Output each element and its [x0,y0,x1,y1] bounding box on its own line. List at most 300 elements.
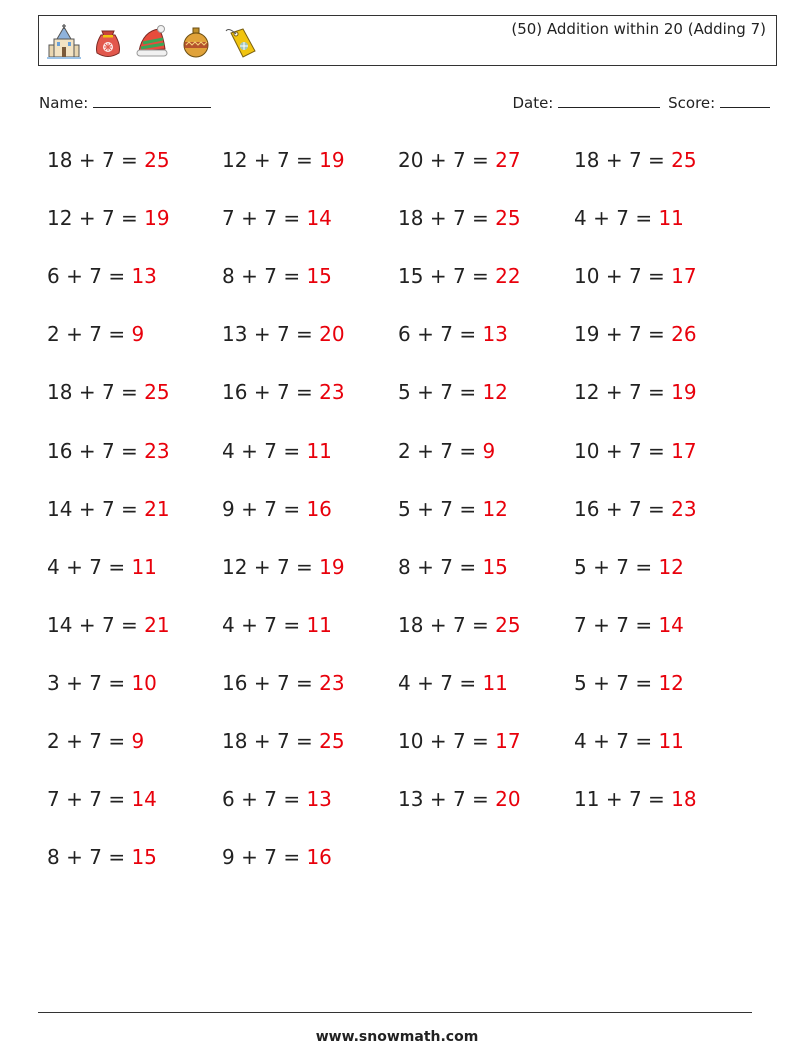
operand-b: 7 [264,496,277,521]
operand-a: 12 [222,554,248,579]
plus-sign: + [241,438,258,463]
operand-b: 7 [276,729,290,753]
answer: 12 [482,496,508,521]
operand-b: 7 [616,206,629,231]
score-blank[interactable] [720,93,770,108]
plus-sign: + [605,264,623,289]
operand-b: 7 [264,264,277,289]
problem-item [47,787,157,811]
operand-b: 7 [89,787,102,812]
problem-item [222,380,345,404]
operand-a: 10 [574,264,600,289]
operand-a: 12 [222,148,248,172]
operand-b: 7 [452,729,466,753]
operand-a: 14 [47,612,73,637]
operand-b: 7 [440,670,453,695]
plus-sign: + [253,729,271,753]
problem-item [222,613,332,637]
equals-sign: = [459,322,477,347]
name-label: Name: [39,94,89,112]
operand-b: 7 [276,148,290,172]
answer: 15 [306,264,332,289]
answer: 23 [671,496,697,521]
answer: 19 [144,206,170,231]
plus-sign: + [253,322,271,347]
operand-a: 4 [574,206,587,231]
operand-a: 14 [47,496,73,521]
name-blank[interactable] [93,93,211,108]
operand-a: 4 [222,438,235,463]
problem-item [47,380,170,404]
equals-sign: = [472,787,489,812]
operand-b: 7 [264,787,277,812]
operand-b: 7 [440,322,453,347]
operand-b: 7 [89,729,102,753]
equals-sign: = [459,670,477,695]
operand-a: 18 [398,612,424,637]
problem-item [222,555,345,579]
answer: 11 [658,729,684,753]
operand-a: 18 [574,148,600,172]
operand-b: 7 [101,206,115,231]
operand-a: 18 [398,206,424,231]
operand-a: 16 [222,670,248,695]
problem-item [222,729,345,753]
plus-sign: + [417,670,434,695]
operand-b: 7 [101,612,115,637]
problem-item [574,729,684,753]
plus-sign: + [241,496,258,521]
problem-item [47,206,170,230]
equals-sign: = [472,612,489,637]
answer: 19 [671,380,697,405]
answer: 25 [495,206,521,231]
equals-sign: = [108,787,126,812]
equals-sign: = [648,264,665,289]
plus-sign: + [429,612,447,637]
operand-a: 9 [222,845,235,870]
plus-sign: + [241,612,258,637]
operand-a: 15 [398,264,424,289]
equals-sign: = [283,787,301,812]
plus-sign: + [605,496,623,521]
answer: 13 [131,264,157,289]
equals-sign: = [283,264,301,289]
operand-a: 18 [47,380,73,405]
operand-a: 7 [574,612,587,637]
problem-item [222,787,332,811]
operand-a: 5 [398,380,411,405]
answer: 13 [482,322,508,347]
plus-sign: + [78,380,96,405]
problem-item [398,613,521,637]
operand-b: 7 [452,148,466,172]
operand-b: 7 [264,845,277,870]
equals-sign: = [283,206,301,231]
operand-b: 7 [276,380,290,405]
answer: 10 [131,670,157,695]
answer: 18 [671,787,697,812]
plus-sign: + [253,554,271,579]
operand-b: 7 [616,729,629,753]
problem-item [574,322,697,346]
icon-strip [45,23,259,61]
equals-sign: = [459,554,477,579]
answer: 25 [319,729,345,753]
answer: 25 [495,612,521,637]
answer: 25 [144,148,170,172]
problem-item [47,148,170,172]
operand-b: 7 [628,322,642,347]
equals-sign: = [459,496,477,521]
plus-sign: + [78,148,96,172]
operand-b: 7 [628,380,642,405]
answer: 16 [306,496,332,521]
operand-b: 7 [440,380,453,405]
problem-item [398,264,521,288]
operand-a: 7 [47,787,60,812]
operand-a: 9 [222,496,235,521]
equals-sign: = [108,729,126,753]
plus-sign: + [66,264,83,289]
plus-sign: + [417,438,434,463]
problem-item [222,439,332,463]
operand-a: 7 [222,206,235,231]
operand-b: 7 [616,554,629,579]
operand-b: 7 [452,206,466,231]
answer: 9 [131,729,145,753]
plus-sign: + [241,787,258,812]
problem-item [47,729,144,753]
equals-sign: = [108,322,126,347]
plus-sign: + [429,148,447,172]
answer: 22 [495,264,521,289]
answer: 14 [658,612,684,637]
problem-item [222,845,332,869]
problem-item [47,671,157,695]
equals-sign: = [296,670,313,695]
operand-b: 7 [628,496,642,521]
equals-sign: = [108,554,126,579]
equals-sign: = [648,148,665,172]
operand-b: 7 [276,670,290,695]
plus-sign: + [78,438,96,463]
problem-item [574,148,697,172]
equals-sign: = [459,438,477,463]
problem-item [398,206,521,230]
plus-sign: + [429,206,447,231]
problem-item [574,671,684,695]
problem-item [222,148,345,172]
plus-sign: + [66,787,83,812]
problem-item [398,380,508,404]
answer: 9 [482,438,496,463]
plus-sign: + [417,380,434,405]
operand-a: 18 [222,729,248,753]
answer: 17 [671,438,697,463]
answer: 11 [306,438,332,463]
problem-item [47,845,157,869]
answer: 11 [306,612,332,637]
problem-item [574,613,684,637]
problem-item [574,380,697,404]
plus-sign: + [66,670,83,695]
operand-b: 7 [101,380,115,405]
operand-a: 16 [222,380,248,405]
operand-b: 7 [101,496,115,521]
ornament-ball-icon [177,23,215,61]
answer: 23 [319,380,345,405]
equals-sign: = [283,845,301,870]
equals-sign: = [648,496,665,521]
date-field [512,93,660,112]
answer: 19 [319,554,345,579]
equals-sign: = [648,438,665,463]
problem-item [47,555,157,579]
plus-sign: + [66,729,83,753]
plus-sign: + [253,148,271,172]
problem-item [222,206,332,230]
answer: 12 [658,554,684,579]
footer-divider [38,1012,752,1013]
answer: 21 [144,496,170,521]
equals-sign: = [635,612,653,637]
answer: 26 [671,322,697,347]
plus-sign: + [429,264,447,289]
plus-sign: + [241,206,258,231]
equals-sign: = [296,554,313,579]
operand-b: 7 [89,670,102,695]
equals-sign: = [635,206,653,231]
operand-b: 7 [276,322,290,347]
equals-sign: = [283,496,301,521]
equals-sign: = [121,148,138,172]
answer: 11 [131,554,157,579]
answer: 13 [306,787,332,812]
equals-sign: = [648,322,665,347]
operand-a: 2 [47,322,60,347]
header-box [38,15,777,66]
plus-sign: + [78,496,96,521]
plus-sign: + [253,380,271,405]
plus-sign: + [241,845,258,870]
operand-a: 6 [47,264,60,289]
operand-b: 7 [440,496,453,521]
plus-sign: + [241,264,258,289]
answer: 15 [131,845,157,870]
problem-item [398,148,521,172]
problem-item [222,497,332,521]
equals-sign: = [635,554,653,579]
worksheet-title: (50) Addition within 20 (Adding 7) [511,20,766,38]
plus-sign: + [78,206,96,231]
church-icon [45,23,83,61]
answer: 12 [658,670,684,695]
answer: 9 [131,322,145,347]
score-field [668,93,770,112]
equals-sign: = [121,612,138,637]
plus-sign: + [605,438,623,463]
operand-b: 7 [628,264,642,289]
plus-sign: + [593,670,610,695]
operand-b: 7 [89,264,102,289]
plus-sign: + [417,496,434,521]
answer: 14 [306,206,332,231]
answer: 17 [495,729,521,753]
equals-sign: = [283,612,301,637]
operand-a: 8 [398,554,411,579]
problem-item [398,497,508,521]
plus-sign: + [66,322,83,347]
operand-b: 7 [628,438,642,463]
operand-a: 20 [398,148,424,172]
plus-sign: + [593,206,610,231]
operand-a: 5 [574,554,587,579]
operand-b: 7 [628,148,642,172]
operand-b: 7 [101,148,115,172]
plus-sign: + [429,729,447,753]
equals-sign: = [121,206,138,231]
problem-item [398,322,508,346]
equals-sign: = [472,206,489,231]
operand-b: 7 [101,438,115,463]
plus-sign: + [593,729,610,753]
equals-sign: = [121,496,138,521]
operand-a: 10 [574,438,600,463]
problem-item [398,671,508,695]
equals-sign: = [121,380,138,405]
operand-b: 7 [264,206,277,231]
operand-b: 7 [264,438,277,463]
problem-item [222,671,345,695]
plus-sign: + [605,380,623,405]
problem-item [574,206,684,230]
footer-url: www.snowmath.com [315,1029,479,1045]
equals-sign: = [108,264,126,289]
answer: 20 [495,787,521,812]
plus-sign: + [605,787,623,812]
equals-sign: = [472,729,489,753]
answer: 16 [306,845,332,870]
operand-a: 5 [574,670,587,695]
operand-a: 4 [398,670,411,695]
plus-sign: + [417,554,434,579]
operand-b: 7 [616,612,629,637]
operand-a: 16 [574,496,600,521]
operand-a: 4 [574,729,587,753]
problem-item [47,439,170,463]
operand-b: 7 [89,845,102,870]
operand-a: 6 [222,787,235,812]
plus-sign: + [593,554,610,579]
equals-sign: = [296,729,313,753]
equals-sign: = [635,729,653,753]
operand-a: 8 [47,845,60,870]
equals-sign: = [108,670,126,695]
problem-item [47,322,144,346]
operand-a: 19 [574,322,600,347]
answer: 11 [482,670,508,695]
santa-hat-icon [133,23,171,61]
name-field [39,93,211,112]
date-blank[interactable] [558,93,660,108]
operand-b: 7 [452,612,466,637]
problem-item [574,264,697,288]
plus-sign: + [66,554,83,579]
problem-item [47,264,157,288]
operand-b: 7 [452,264,466,289]
problem-item [574,497,697,521]
operand-b: 7 [440,554,453,579]
equals-sign: = [121,438,138,463]
problem-item [574,555,684,579]
operand-a: 13 [222,322,248,347]
plus-sign: + [417,322,434,347]
operand-a: 13 [398,787,424,812]
plus-sign: + [78,612,96,637]
equals-sign: = [108,845,126,870]
date-score-fields [512,93,770,112]
equals-sign: = [648,380,665,405]
equals-sign: = [459,380,477,405]
operand-a: 11 [574,787,600,812]
plus-sign: + [66,845,83,870]
gift-sack-icon [89,23,127,61]
operand-a: 3 [47,670,60,695]
equals-sign: = [472,148,489,172]
operand-a: 4 [47,554,60,579]
answer: 20 [319,322,345,347]
answer: 27 [495,148,521,172]
equals-sign: = [472,264,489,289]
answer: 23 [144,438,170,463]
answer: 23 [319,670,345,695]
operand-a: 12 [47,206,73,231]
operand-a: 2 [398,438,411,463]
score-label: Score: [668,94,716,112]
operand-b: 7 [628,787,642,812]
answer: 21 [144,612,170,637]
answer: 17 [671,264,697,289]
operand-a: 12 [574,380,600,405]
problem-item [222,264,332,288]
operand-b: 7 [616,670,629,695]
operand-a: 2 [47,729,60,753]
operand-a: 6 [398,322,411,347]
problem-item [398,787,521,811]
operand-b: 7 [89,322,102,347]
plus-sign: + [605,148,623,172]
plus-sign: + [429,787,447,812]
problem-item [574,787,697,811]
operand-b: 7 [276,554,290,579]
answer: 12 [482,380,508,405]
problem-item [398,439,495,463]
operand-a: 4 [222,612,235,637]
problem-item [47,613,170,637]
equals-sign: = [635,670,653,695]
operand-b: 7 [440,438,453,463]
answer: 19 [319,148,345,172]
date-label: Date: [512,94,554,112]
problem-item [398,555,508,579]
problem-item [398,729,521,753]
operand-b: 7 [264,612,277,637]
problem-item [222,322,345,346]
answer: 15 [482,554,508,579]
equals-sign: = [648,787,665,812]
plus-sign: + [593,612,610,637]
